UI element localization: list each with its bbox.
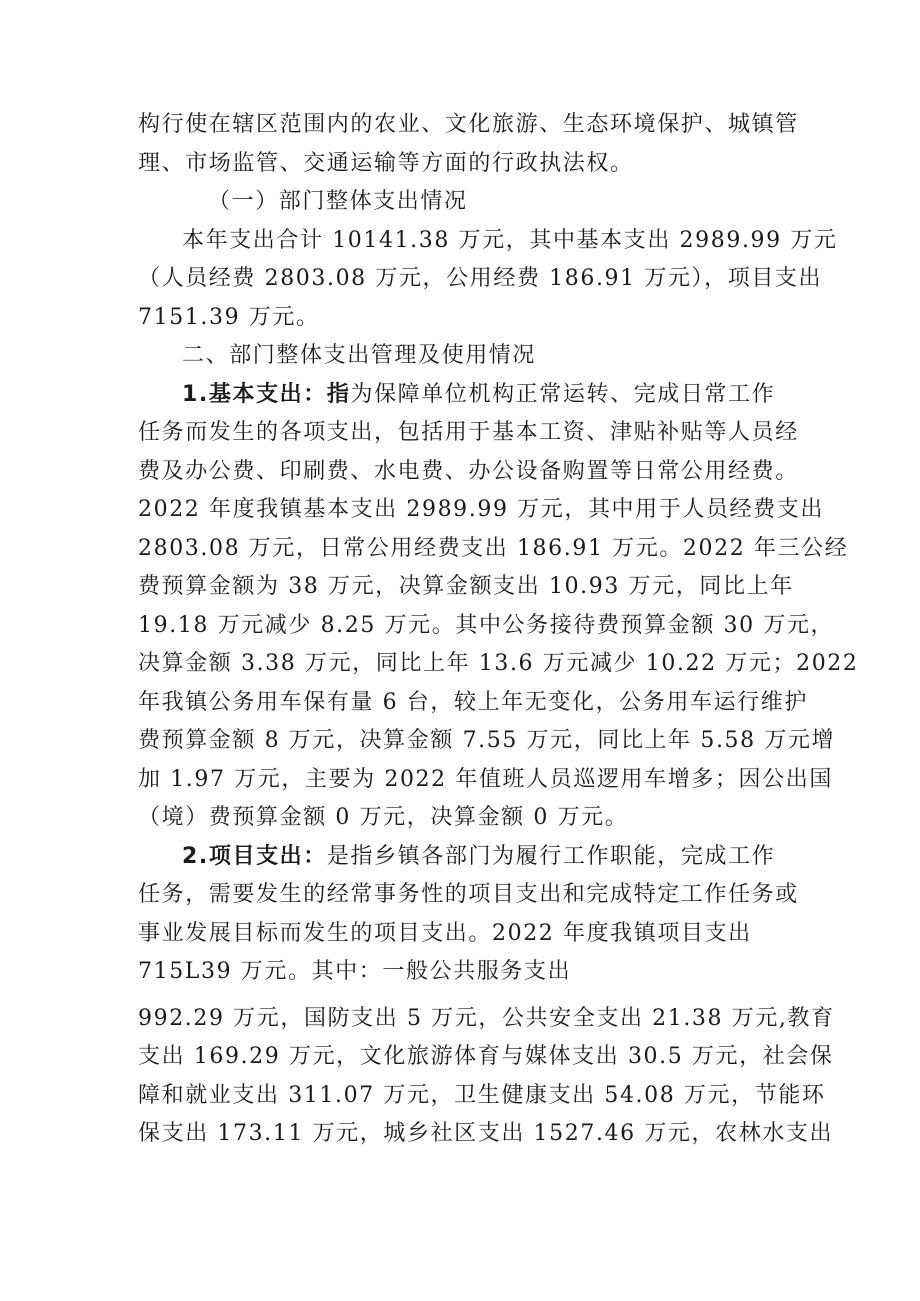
basic-expense-first-line [138,376,788,415]
text-line: 2803.08 万元，日常公用经费支出 186.91 万元。2022 年三公经 [138,535,849,561]
text-line: 年我镇公务用车保有量 6 台，较上年无变化，公务用车运行维护 [138,689,808,715]
text-line: 715L39 万元。其中：一般公共服务支出 [138,959,572,984]
basic-expense-label: 1.基本支出：指 [182,381,351,407]
text-line: 构行使在辖区范围内的农业、文化旅游、生态环境保护、城镇管 [138,112,799,137]
basic-expense-text: 为保障单位机构正常运转、完成日常工作 [350,381,776,407]
text-line: （人员经费 2803.08 万元，公用经费 186.91 万元），项目支出 [138,266,823,291]
text-line: 992.29 万元，国防支出 5 万元，公共安全支出 21.38 万元,教育 [138,1005,835,1031]
document-page [138,106,859,1154]
text-line: 理、市场监管、交通运输等方面的行政执法权。 [138,150,634,176]
text-line: 任务，需要发生的经常事务性的项目支出和完成特定工作任务或 [138,882,799,907]
section-heading-2: 二、部门整体支出管理及使用情况 [182,343,537,368]
text-line: 支出 169.29 万元，文化旅游体育与媒体支出 30.5 万元，社会保 [138,1044,834,1069]
project-expense-text: 是指乡镇各部门为履行工作职能，完成工作 [326,843,776,869]
section-heading-1: （一）部门整体支出情况 [208,189,468,214]
text-line: 费预算金额 8 万元，决算金额 7.55 万元，同比上年 5.58 万元增 [138,728,836,753]
spacer [138,992,788,1000]
project-expense-label: 2.项目支出： [182,843,327,869]
text-line: 任务而发生的各项支出，包括用于基本工资、津贴补贴等人员经 [138,420,799,445]
text-line: 费预算金额为 38 万元，决算金额支出 10.93 万元，同比上年 [138,574,794,599]
text-line: 障和就业支出 311.07 万元，卫生健康支出 54.08 万元，节能环 [138,1082,826,1108]
text-line: （境）费预算金额 0 万元，决算金额 0 万元。 [138,805,629,830]
text-line: 保支出 173.11 万元，城乡社区支出 1527.46 万元，农林水支出 [138,1121,834,1146]
text-line: 事业发展目标而发生的项目支出。2022 年度我镇项目支出 [138,920,752,946]
text-line: 加 1.97 万元，主要为 2022 年值班人员巡逻用车增多；因公出国 [138,766,833,792]
text-line: 决算金额 3.38 万元，同比上年 13.6 万元减少 10.22 万元；2022 [138,651,859,676]
text-line: 7151.39 万元。 [138,304,320,330]
text-line: 费及办公费、印刷费、水电费、办公设备购置等日常公用经费。 [138,458,799,484]
text-line: 本年支出合计 10141.38 万元，其中基本支出 2989.99 万元 [182,227,838,253]
project-expense-first-line [138,838,788,877]
text-line: 2022 年度我镇基本支出 2989.99 万元，其中用于人员经费支出 [138,497,824,522]
text-line: 19.18 万元减少 8.25 万元。其中公务接待费预算金额 30 万元， [138,612,835,638]
